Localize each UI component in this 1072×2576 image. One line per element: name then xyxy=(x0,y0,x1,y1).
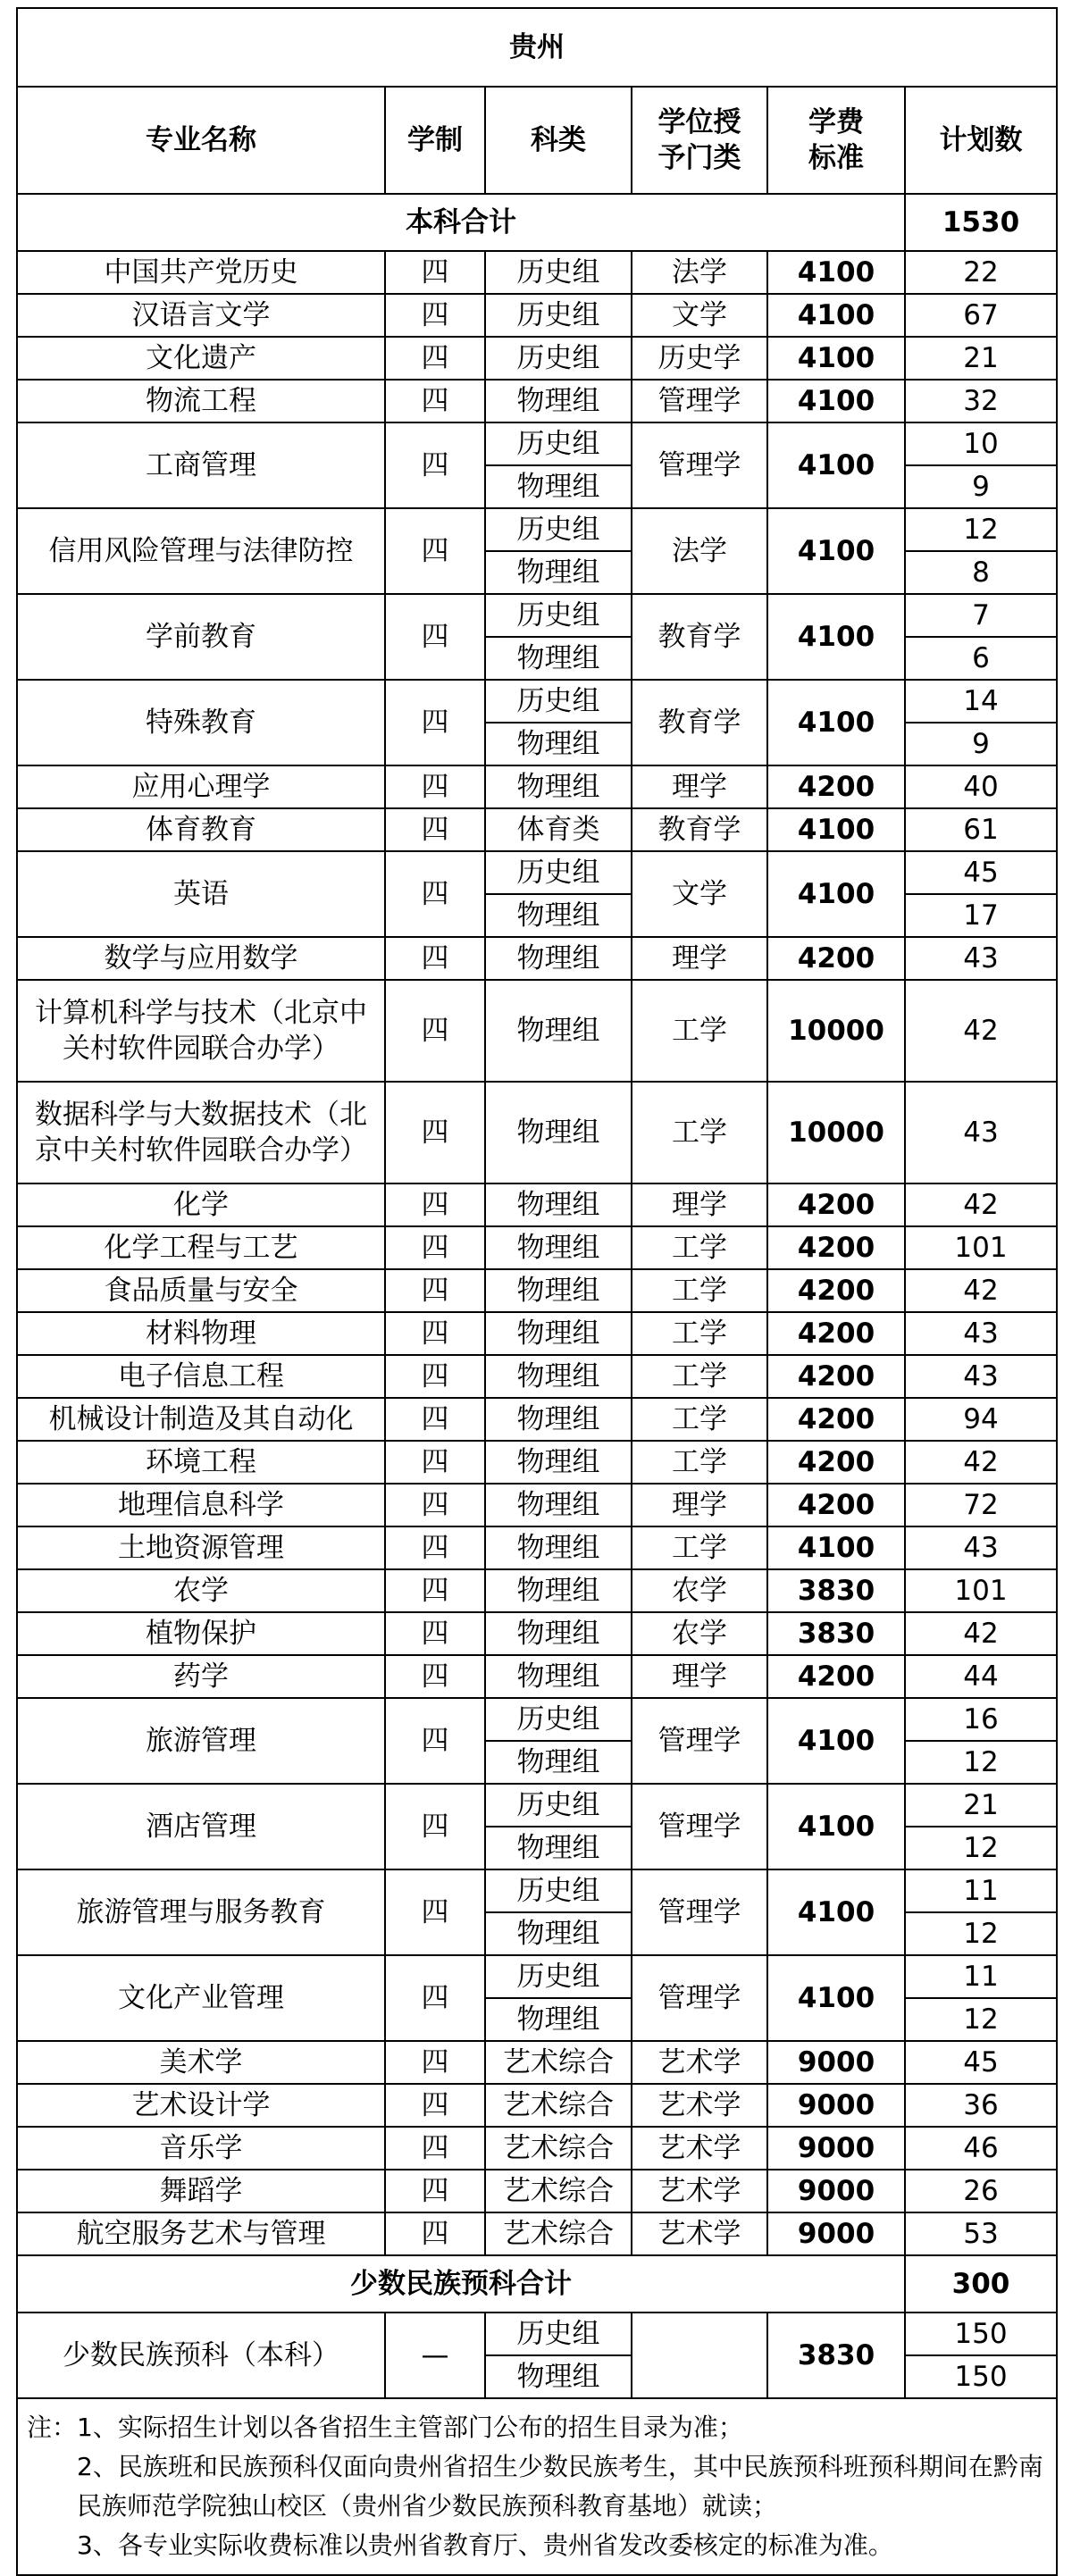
table-row xyxy=(17,2170,1057,2212)
subject-category: 物理组 xyxy=(485,1082,632,1183)
degree-category: 法学 xyxy=(632,251,767,294)
major-name: 电子信息工程 xyxy=(17,1355,385,1398)
duration: 四 xyxy=(385,2212,485,2255)
table-row xyxy=(17,1526,1057,1569)
tuition-fee: 4100 xyxy=(767,422,905,508)
major-name: 环境工程 xyxy=(17,1441,385,1484)
region-title-row xyxy=(17,8,1057,87)
degree-category: 艺术学 xyxy=(632,2212,767,2255)
header-subject: 科类 xyxy=(485,87,632,194)
plan-count: 45 xyxy=(905,851,1057,894)
duration: 四 xyxy=(385,294,485,337)
tuition-fee: 4100 xyxy=(767,1955,905,2041)
header-degree-line2: 予门类 xyxy=(657,142,741,174)
plan-count: 42 xyxy=(905,1441,1057,1484)
plan-count: 36 xyxy=(905,2084,1057,2127)
subject-category: 物理组 xyxy=(485,1741,632,1784)
plan-count: 16 xyxy=(905,1698,1057,1741)
duration: 四 xyxy=(385,337,485,380)
degree-category: 理学 xyxy=(632,1655,767,1698)
tuition-fee: 4200 xyxy=(767,1655,905,1698)
subject-category: 物理组 xyxy=(485,980,632,1082)
major-name: 文化产业管理 xyxy=(17,1955,385,2041)
duration: 四 xyxy=(385,765,485,808)
plan-count: 67 xyxy=(905,294,1057,337)
degree-category: 工学 xyxy=(632,1312,767,1355)
duration: 四 xyxy=(385,851,485,937)
subject-category: 物理组 xyxy=(485,2355,632,2398)
major-name: 应用心理学 xyxy=(17,765,385,808)
plan-count: 42 xyxy=(905,980,1057,1082)
major-name: 物流工程 xyxy=(17,380,385,422)
plan-count: 43 xyxy=(905,1082,1057,1183)
degree-category: 艺术学 xyxy=(632,2041,767,2084)
subject-category: 历史组 xyxy=(485,508,632,551)
degree-category: 理学 xyxy=(632,1183,767,1226)
subject-category: 物理组 xyxy=(485,723,632,765)
plan-count: 21 xyxy=(905,337,1057,380)
degree-category: 艺术学 xyxy=(632,2170,767,2212)
plan-count: 72 xyxy=(905,1484,1057,1526)
subject-category: 物理组 xyxy=(485,1183,632,1226)
header-major: 专业名称 xyxy=(17,87,385,194)
degree-category: 文学 xyxy=(632,294,767,337)
plan-count: 21 xyxy=(905,1784,1057,1827)
tuition-fee: 4100 xyxy=(767,1698,905,1784)
plan-count: 42 xyxy=(905,1269,1057,1312)
header-duration: 学制 xyxy=(385,87,485,194)
plan-count: 12 xyxy=(905,1998,1057,2041)
subject-category: 体育类 xyxy=(485,808,632,851)
note-line: 注：1、实际招生计划以各省招生主管部门公布的招生目录为准； xyxy=(27,2413,743,2442)
major-name: 汉语言文学 xyxy=(17,294,385,337)
region-title: 贵州 xyxy=(17,8,1057,87)
table-row xyxy=(17,2313,1057,2355)
duration: 四 xyxy=(385,2170,485,2212)
subject-category: 艺术综合 xyxy=(485,2084,632,2127)
subject-category: 历史组 xyxy=(485,251,632,294)
degree-category: 艺术学 xyxy=(632,2127,767,2170)
major-name: 材料物理 xyxy=(17,1312,385,1355)
plan-count: 40 xyxy=(905,765,1057,808)
plan-count: 150 xyxy=(905,2313,1057,2355)
undergrad-total-row xyxy=(17,194,1057,251)
degree-category: 管理学 xyxy=(632,1955,767,2041)
tuition-fee: 4200 xyxy=(767,1355,905,1398)
subject-category: 物理组 xyxy=(485,1312,632,1355)
table-row xyxy=(17,594,1057,637)
degree-category: 工学 xyxy=(632,1269,767,1312)
major-name: 农学 xyxy=(17,1569,385,1612)
table-row xyxy=(17,680,1057,723)
subject-category: 历史组 xyxy=(485,422,632,465)
plan-count: 6 xyxy=(905,637,1057,680)
plan-count: 12 xyxy=(905,508,1057,551)
major-name: 酒店管理 xyxy=(17,1784,385,1869)
major-name: 中国共产党历史 xyxy=(17,251,385,294)
duration: 四 xyxy=(385,1869,485,1955)
plan-count: 26 xyxy=(905,2170,1057,2212)
major-name: 化学 xyxy=(17,1183,385,1226)
note-line: 2、民族班和民族预科仅面向贵州省招生少数民族考生，其中民族预科班预科期间在黔南民族师范学院独山校区（贵州省少数民族预科教育基地）就读； xyxy=(77,2452,1043,2521)
duration: 四 xyxy=(385,2041,485,2084)
plan-count: 14 xyxy=(905,680,1057,723)
table-row xyxy=(17,422,1057,465)
degree-category: 教育学 xyxy=(632,594,767,680)
major-name: 美术学 xyxy=(17,2041,385,2084)
degree-category: 农学 xyxy=(632,1569,767,1612)
major-name: 土地资源管理 xyxy=(17,1526,385,1569)
major-name: 旅游管理与服务教育 xyxy=(17,1869,385,1955)
major-name: 数据科学与大数据技术（北京中关村软件园联合办学） xyxy=(17,1082,385,1183)
table-row xyxy=(17,765,1057,808)
tuition-fee: 4200 xyxy=(767,1312,905,1355)
major-name: 药学 xyxy=(17,1655,385,1698)
tuition-fee: 9000 xyxy=(767,2084,905,2127)
notes xyxy=(17,2398,1057,2575)
major-name: 文化遗产 xyxy=(17,337,385,380)
table-row xyxy=(17,1441,1057,1484)
subject-category: 历史组 xyxy=(485,1955,632,1998)
subject-category: 历史组 xyxy=(485,680,632,723)
plan-count: 12 xyxy=(905,1912,1057,1955)
note-line: 3、各专业实际收费标准以贵州省教育厅、贵州省发改委核定的标准为准。 xyxy=(77,2530,893,2560)
table-row xyxy=(17,1698,1057,1741)
subject-category: 历史组 xyxy=(485,2313,632,2355)
tuition-fee: 4100 xyxy=(767,594,905,680)
duration: 四 xyxy=(385,1355,485,1398)
table-row xyxy=(17,980,1057,1082)
table-row xyxy=(17,1355,1057,1398)
subject-category: 物理组 xyxy=(485,1398,632,1441)
major-name: 工商管理 xyxy=(17,422,385,508)
duration: 四 xyxy=(385,2127,485,2170)
major-name: 食品质量与安全 xyxy=(17,1269,385,1312)
major-name: 数学与应用数学 xyxy=(17,937,385,980)
plan-count: 42 xyxy=(905,1183,1057,1226)
subject-category: 物理组 xyxy=(485,894,632,937)
tuition-fee: 9000 xyxy=(767,2041,905,2084)
tuition-fee: 4100 xyxy=(767,851,905,937)
plan-count: 150 xyxy=(905,2355,1057,2398)
plan-count: 11 xyxy=(905,1955,1057,1998)
degree-category: 工学 xyxy=(632,1355,767,1398)
prep-total-value: 300 xyxy=(905,2255,1057,2313)
major-name: 学前教育 xyxy=(17,594,385,680)
degree-category: 管理学 xyxy=(632,1869,767,1955)
plan-count: 9 xyxy=(905,723,1057,765)
subject-category: 物理组 xyxy=(485,1612,632,1655)
tuition-fee: 4200 xyxy=(767,1398,905,1441)
duration: 四 xyxy=(385,1698,485,1784)
subject-category: 艺术综合 xyxy=(485,2041,632,2084)
table-row xyxy=(17,1183,1057,1226)
plan-count: 12 xyxy=(905,1741,1057,1784)
plan-count: 22 xyxy=(905,251,1057,294)
duration: 四 xyxy=(385,1183,485,1226)
tuition-fee: 10000 xyxy=(767,980,905,1082)
degree-category: 理学 xyxy=(632,937,767,980)
plan-count: 46 xyxy=(905,2127,1057,2170)
table-row xyxy=(17,1784,1057,1827)
degree-category: 理学 xyxy=(632,765,767,808)
header-fee xyxy=(767,87,905,194)
table-row xyxy=(17,1398,1057,1441)
tuition-fee: 10000 xyxy=(767,1082,905,1183)
subject-category: 物理组 xyxy=(485,1441,632,1484)
major-name: 机械设计制造及其自动化 xyxy=(17,1398,385,1441)
subject-category: 物理组 xyxy=(485,1998,632,2041)
plan-count: 43 xyxy=(905,1312,1057,1355)
admission-plan-sheet xyxy=(16,7,1056,2576)
subject-category: 物理组 xyxy=(485,765,632,808)
table-row xyxy=(17,808,1057,851)
degree-category xyxy=(632,2313,767,2398)
tuition-fee: 4100 xyxy=(767,808,905,851)
subject-category: 历史组 xyxy=(485,1698,632,1741)
duration: 四 xyxy=(385,1955,485,2041)
table-row xyxy=(17,251,1057,294)
duration: — xyxy=(385,2313,485,2398)
subject-category: 物理组 xyxy=(485,637,632,680)
plan-count: 8 xyxy=(905,551,1057,594)
table-row xyxy=(17,2084,1057,2127)
duration: 四 xyxy=(385,594,485,680)
table-row xyxy=(17,851,1057,894)
duration: 四 xyxy=(385,1312,485,1355)
table-row xyxy=(17,2212,1057,2255)
table-row xyxy=(17,294,1057,337)
subject-category: 历史组 xyxy=(485,851,632,894)
subject-category: 物理组 xyxy=(485,1355,632,1398)
subject-category: 物理组 xyxy=(485,380,632,422)
duration: 四 xyxy=(385,508,485,594)
table-row xyxy=(17,1955,1057,1998)
subject-category: 物理组 xyxy=(485,1226,632,1269)
degree-category: 教育学 xyxy=(632,680,767,765)
tuition-fee: 4100 xyxy=(767,1869,905,1955)
duration: 四 xyxy=(385,251,485,294)
duration: 四 xyxy=(385,1398,485,1441)
tuition-fee: 4200 xyxy=(767,1226,905,1269)
degree-category: 工学 xyxy=(632,980,767,1082)
tuition-fee: 4100 xyxy=(767,1784,905,1869)
degree-category: 理学 xyxy=(632,1484,767,1526)
duration: 四 xyxy=(385,1484,485,1526)
table-row xyxy=(17,1269,1057,1312)
plan-count: 45 xyxy=(905,2041,1057,2084)
tuition-fee: 4100 xyxy=(767,680,905,765)
duration: 四 xyxy=(385,937,485,980)
tuition-fee: 4200 xyxy=(767,765,905,808)
table-row xyxy=(17,1869,1057,1912)
tuition-fee: 4200 xyxy=(767,1269,905,1312)
plan-count: 17 xyxy=(905,894,1057,937)
degree-category: 农学 xyxy=(632,1612,767,1655)
major-name: 体育教育 xyxy=(17,808,385,851)
duration: 四 xyxy=(385,2084,485,2127)
tuition-fee: 3830 xyxy=(767,1569,905,1612)
degree-category: 管理学 xyxy=(632,1698,767,1784)
duration: 四 xyxy=(385,1612,485,1655)
degree-category: 文学 xyxy=(632,851,767,937)
table-row xyxy=(17,1484,1057,1526)
major-name: 计算机科学与技术（北京中关村软件园联合办学） xyxy=(17,980,385,1082)
degree-category: 管理学 xyxy=(632,422,767,508)
tuition-fee: 4200 xyxy=(767,1441,905,1484)
subject-category: 历史组 xyxy=(485,1784,632,1827)
major-name: 英语 xyxy=(17,851,385,937)
table-row xyxy=(17,508,1057,551)
subject-category: 历史组 xyxy=(485,594,632,637)
column-header-row xyxy=(17,87,1057,194)
major-name: 信用风险管理与法律防控 xyxy=(17,508,385,594)
subject-category: 物理组 xyxy=(485,1526,632,1569)
tuition-fee: 4100 xyxy=(767,337,905,380)
notes-row xyxy=(17,2398,1057,2575)
major-name: 旅游管理 xyxy=(17,1698,385,1784)
table-row xyxy=(17,2041,1057,2084)
admission-plan-table xyxy=(16,7,1058,2576)
major-name: 少数民族预科（本科） xyxy=(17,2313,385,2398)
subject-category: 物理组 xyxy=(485,551,632,594)
plan-count: 43 xyxy=(905,1355,1057,1398)
degree-category: 教育学 xyxy=(632,808,767,851)
plan-count: 9 xyxy=(905,465,1057,508)
duration: 四 xyxy=(385,980,485,1082)
header-degree xyxy=(632,87,767,194)
tuition-fee: 4100 xyxy=(767,294,905,337)
subject-category: 艺术综合 xyxy=(485,2212,632,2255)
plan-count: 44 xyxy=(905,1655,1057,1698)
tuition-fee: 4200 xyxy=(767,937,905,980)
tuition-fee: 9000 xyxy=(767,2212,905,2255)
duration: 四 xyxy=(385,1569,485,1612)
table-row xyxy=(17,1082,1057,1183)
plan-count: 101 xyxy=(905,1226,1057,1269)
tuition-fee: 4100 xyxy=(767,508,905,594)
duration: 四 xyxy=(385,1226,485,1269)
tuition-fee: 4100 xyxy=(767,1526,905,1569)
table-row xyxy=(17,337,1057,380)
subject-category: 物理组 xyxy=(485,1827,632,1869)
subject-category: 物理组 xyxy=(485,1484,632,1526)
subject-category: 物理组 xyxy=(485,1655,632,1698)
header-fee-line1: 学费 xyxy=(808,106,864,138)
subject-category: 艺术综合 xyxy=(485,2127,632,2170)
plan-count: 7 xyxy=(905,594,1057,637)
table-row xyxy=(17,1612,1057,1655)
major-name: 特殊教育 xyxy=(17,680,385,765)
tuition-fee: 4200 xyxy=(767,1484,905,1526)
table-row xyxy=(17,2127,1057,2170)
undergrad-total-label: 本科合计 xyxy=(17,194,905,251)
degree-category: 历史学 xyxy=(632,337,767,380)
tuition-fee: 3830 xyxy=(767,2313,905,2398)
subject-category: 历史组 xyxy=(485,337,632,380)
plan-count: 43 xyxy=(905,1526,1057,1569)
duration: 四 xyxy=(385,380,485,422)
subject-category: 艺术综合 xyxy=(485,2170,632,2212)
tuition-fee: 4100 xyxy=(767,380,905,422)
duration: 四 xyxy=(385,1784,485,1869)
table-row xyxy=(17,380,1057,422)
duration: 四 xyxy=(385,808,485,851)
tuition-fee: 4200 xyxy=(767,1183,905,1226)
subject-category: 物理组 xyxy=(485,1912,632,1955)
plan-count: 32 xyxy=(905,380,1057,422)
plan-count: 101 xyxy=(905,1569,1057,1612)
degree-category: 工学 xyxy=(632,1441,767,1484)
table-row xyxy=(17,1569,1057,1612)
major-name: 航空服务艺术与管理 xyxy=(17,2212,385,2255)
degree-category: 工学 xyxy=(632,1398,767,1441)
table-row xyxy=(17,1655,1057,1698)
major-name: 地理信息科学 xyxy=(17,1484,385,1526)
major-name: 音乐学 xyxy=(17,2127,385,2170)
tuition-fee: 9000 xyxy=(767,2127,905,2170)
subject-category: 历史组 xyxy=(485,1869,632,1912)
subject-category: 物理组 xyxy=(485,1569,632,1612)
header-plan: 计划数 xyxy=(905,87,1057,194)
table-row xyxy=(17,937,1057,980)
subject-category: 物理组 xyxy=(485,1269,632,1312)
degree-category: 艺术学 xyxy=(632,2084,767,2127)
plan-count: 53 xyxy=(905,2212,1057,2255)
table-row xyxy=(17,1226,1057,1269)
degree-category: 工学 xyxy=(632,1226,767,1269)
major-name: 艺术设计学 xyxy=(17,2084,385,2127)
plan-count: 43 xyxy=(905,937,1057,980)
duration: 四 xyxy=(385,1655,485,1698)
duration: 四 xyxy=(385,1441,485,1484)
plan-count: 42 xyxy=(905,1612,1057,1655)
degree-category: 管理学 xyxy=(632,380,767,422)
undergrad-total-value: 1530 xyxy=(905,194,1057,251)
degree-category: 工学 xyxy=(632,1526,767,1569)
header-fee-line2: 标准 xyxy=(808,142,864,174)
prep-total-label: 少数民族预科合计 xyxy=(17,2255,905,2313)
subject-category: 物理组 xyxy=(485,937,632,980)
major-name: 舞蹈学 xyxy=(17,2170,385,2212)
major-name: 化学工程与工艺 xyxy=(17,1226,385,1269)
tuition-fee: 9000 xyxy=(767,2170,905,2212)
degree-category: 法学 xyxy=(632,508,767,594)
prep-total-row xyxy=(17,2255,1057,2313)
duration: 四 xyxy=(385,422,485,508)
subject-category: 历史组 xyxy=(485,294,632,337)
header-degree-line1: 学位授 xyxy=(657,106,741,138)
table-row xyxy=(17,1312,1057,1355)
major-name: 植物保护 xyxy=(17,1612,385,1655)
degree-category: 工学 xyxy=(632,1082,767,1183)
duration: 四 xyxy=(385,1269,485,1312)
plan-count: 12 xyxy=(905,1827,1057,1869)
plan-count: 61 xyxy=(905,808,1057,851)
plan-count: 10 xyxy=(905,422,1057,465)
tuition-fee: 3830 xyxy=(767,1612,905,1655)
tuition-fee: 4100 xyxy=(767,251,905,294)
plan-count: 94 xyxy=(905,1398,1057,1441)
duration: 四 xyxy=(385,680,485,765)
plan-count: 11 xyxy=(905,1869,1057,1912)
subject-category: 物理组 xyxy=(485,465,632,508)
duration: 四 xyxy=(385,1082,485,1183)
degree-category: 管理学 xyxy=(632,1784,767,1869)
duration: 四 xyxy=(385,1526,485,1569)
